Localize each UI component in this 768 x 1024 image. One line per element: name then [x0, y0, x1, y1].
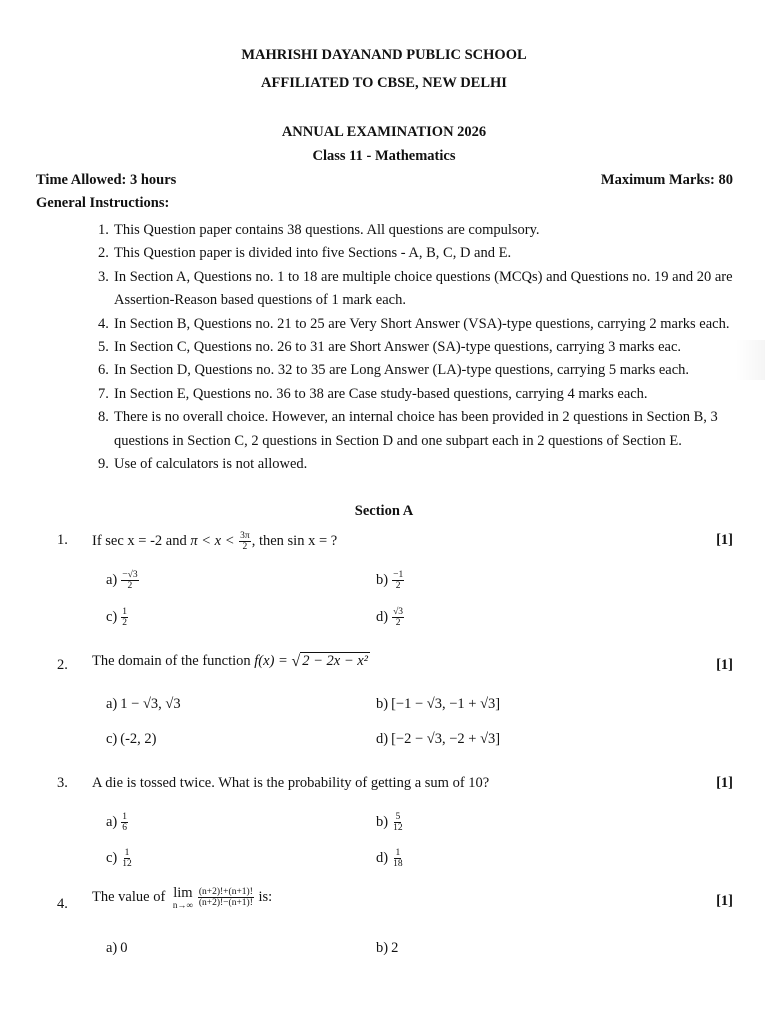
option-a	[106, 570, 140, 592]
exam-title: ANNUAL EXAMINATION 2026	[281, 124, 487, 140]
option-d	[376, 731, 500, 748]
question-text-part: is:	[254, 889, 273, 906]
question-number: 3.	[57, 775, 68, 791]
limit-word: lim	[173, 885, 193, 901]
fraction-denominator: 12	[122, 859, 132, 870]
instruction-text: In Section B, Questions no. 21 to 25 are Very Short Answer (VSA)-type questions, carrying 2 marks each.	[114, 315, 730, 332]
question-number: 4.	[57, 896, 68, 912]
limit	[173, 886, 193, 910]
fraction	[121, 607, 128, 629]
instruction-text: This Question paper contains 38 questions. All questions are compulsory.	[114, 222, 540, 238]
option-text: 1 − √3, √3	[120, 696, 181, 712]
instruction-item	[98, 453, 738, 476]
question-text-part: The domain of the function	[92, 653, 255, 670]
option-text: (-2, 2)	[120, 731, 157, 747]
option-text: 0	[120, 940, 128, 956]
option-label: b)	[376, 940, 389, 956]
instruction-item	[98, 242, 738, 265]
limit-subscript: n→∞	[172, 899, 193, 910]
option-b	[376, 696, 500, 713]
option-label: d)	[376, 609, 389, 626]
time-allowed: Time Allowed: 3 hours	[36, 172, 177, 188]
option-label: a)	[106, 814, 118, 831]
instruction-number: 4.	[98, 315, 109, 332]
option-label: b)	[376, 696, 389, 712]
instructions-title: General Instructions:	[36, 195, 170, 211]
maximum-marks: Maximum Marks: 80	[600, 172, 733, 188]
option-text: 2	[391, 940, 399, 956]
fraction-denominator: 2	[127, 581, 133, 592]
fraction	[121, 570, 138, 592]
option-label: c)	[106, 609, 118, 626]
option-c	[106, 731, 157, 748]
math-condition: π < x <	[190, 533, 239, 550]
instruction-item	[98, 266, 738, 313]
option-label: b)	[376, 572, 389, 589]
page-edge-shadow	[735, 340, 765, 380]
question-marks: [1]	[716, 532, 733, 548]
instruction-text: In Section C, Questions no. 26 to 31 are Short Answer (SA)-type questions, carrying 3 marks eac.	[114, 339, 682, 356]
fraction-denominator: (n+2)!−(n+1)!	[198, 898, 253, 909]
instruction-text: In Section A, Questions no. 1 to 18 are multiple choice questions (MCQs) and Questions no. 19 and 20 are Assertion-Reason based questions of 1 mark each.	[114, 268, 733, 309]
option-b	[376, 570, 405, 592]
radical-sign: √	[291, 653, 301, 671]
fraction-numerator: 3π	[240, 531, 250, 541]
option-text: [−1 − √3, −1 + √3]	[391, 696, 501, 712]
question-number: 2.	[57, 657, 68, 673]
instruction-item	[98, 359, 738, 382]
instruction-text: Use of calculators is not allowed.	[114, 456, 308, 473]
fraction-denominator: 2	[395, 618, 401, 629]
question-text-part: , then sin x = ?	[251, 533, 338, 550]
fraction	[392, 570, 404, 592]
fraction-denominator: 12	[393, 823, 403, 834]
instruction-number: 3.	[98, 268, 109, 285]
instruction-text: There is no overall choice. However, an internal choice has been provided in 2 questions in Section B, 3 questions in Section C, 2 questions in Section D and one subpart each in 2 questions of Section E.	[114, 409, 718, 449]
instruction-number: 7.	[98, 385, 109, 402]
option-label: a)	[106, 940, 118, 956]
fraction-numerator: √3	[393, 607, 404, 617]
fraction	[121, 812, 128, 834]
option-label: c)	[106, 850, 118, 867]
question-text	[92, 531, 337, 553]
option-d	[376, 848, 405, 870]
instruction-item	[98, 336, 738, 359]
fraction-numerator: 1	[122, 812, 128, 822]
fraction-numerator: 1	[124, 848, 130, 858]
option-c	[106, 607, 129, 629]
fraction-denominator: 6	[122, 823, 128, 834]
option-b	[376, 940, 398, 957]
instruction-text: This Question paper is divided into five Sections - A, B, C, D and E.	[114, 245, 512, 262]
fraction-numerator: 1	[395, 848, 401, 858]
affiliation: AFFILIATED TO CBSE, NEW DELHI	[261, 75, 507, 91]
instruction-number: 2.	[98, 245, 109, 262]
option-label: d)	[376, 731, 389, 747]
question-marks: [1]	[716, 657, 733, 673]
option-b	[376, 812, 405, 834]
fraction	[392, 812, 404, 834]
instruction-number: 1.	[98, 222, 109, 238]
option-d	[376, 607, 405, 629]
question-text: A die is tossed twice. What is the probability of getting a sum of 10?	[92, 775, 490, 791]
option-label: b)	[376, 814, 389, 831]
question-text-part: The value of	[92, 889, 169, 906]
option-label: c)	[106, 731, 118, 747]
fraction	[392, 607, 404, 629]
instruction-number: 5.	[98, 339, 109, 356]
fraction	[239, 531, 251, 553]
fraction-numerator: 5	[395, 812, 401, 822]
instruction-text: In Section E, Questions no. 36 to 38 are Case study-based questions, carrying 4 marks each.	[114, 385, 648, 402]
school-name: MAHRISHI DAYANAND PUBLIC SCHOOL	[241, 47, 527, 63]
class-subject: Class 11 - Mathematics	[312, 148, 456, 164]
option-a	[106, 696, 181, 713]
question-text-part: If sec x = -2 and	[92, 533, 191, 550]
instruction-number: 6.	[98, 362, 109, 379]
fraction-numerator: −1	[393, 570, 404, 580]
question-text	[92, 652, 370, 670]
instruction-number: 9.	[98, 456, 109, 473]
instruction-item	[98, 313, 738, 336]
question-text	[92, 886, 272, 910]
instruction-item	[98, 406, 738, 453]
option-a	[106, 940, 128, 957]
square-root	[291, 652, 370, 670]
fraction-numerator: −√3	[122, 570, 138, 580]
question-number: 1.	[57, 532, 68, 548]
option-a	[106, 812, 129, 834]
option-label: a)	[106, 572, 118, 589]
math-function: f(x) =	[254, 653, 292, 670]
instructions-list	[98, 219, 738, 476]
fraction	[392, 848, 404, 870]
instruction-text: In Section D, Questions no. 32 to 35 are Long Answer (LA)-type questions, carrying 5 marks each.	[114, 362, 690, 379]
option-text: [−2 − √3, −2 + √3]	[391, 731, 501, 747]
fraction-denominator: 2	[122, 618, 128, 629]
fraction-numerator: (n+2)!+(n+1)!	[198, 886, 253, 897]
question-marks: [1]	[716, 775, 733, 791]
question-marks: [1]	[716, 893, 733, 909]
fraction-denominator: 2	[395, 581, 401, 592]
fraction-numerator: 1	[122, 607, 128, 617]
radicand: 2 − 2x − x²	[302, 653, 369, 669]
option-c	[106, 848, 134, 870]
option-label: d)	[376, 850, 389, 867]
instruction-number: 8.	[98, 409, 109, 426]
option-label: a)	[106, 696, 118, 712]
fraction	[121, 848, 133, 870]
fraction-denominator: 2	[242, 542, 248, 553]
fraction-denominator: 18	[393, 859, 403, 870]
instruction-item	[98, 383, 738, 406]
section-a-title: Section A	[354, 503, 414, 519]
fraction	[198, 887, 254, 909]
instruction-item	[98, 219, 738, 242]
